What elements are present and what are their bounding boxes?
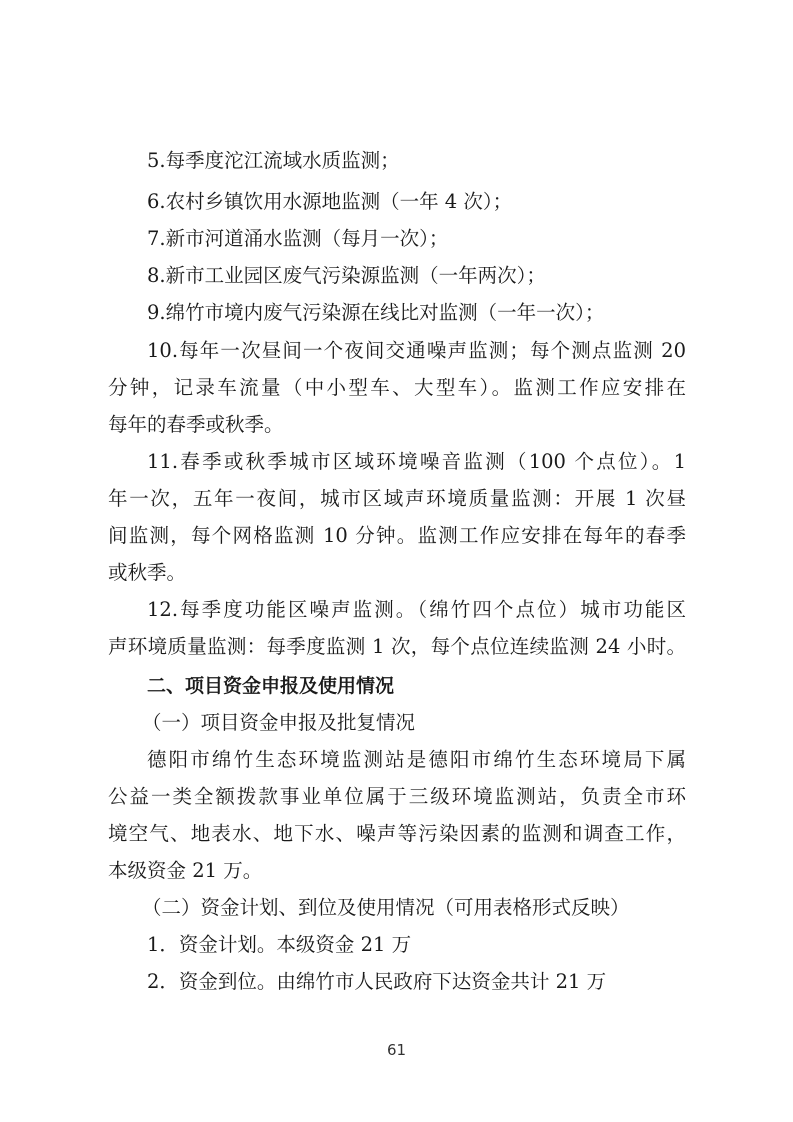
body-paragraph-line-3: 境空气、地表水、地下水、噪声等污染因素的监测和调查工作， (108, 822, 686, 845)
subsection-heading-1: （一）项目资金申报及批复情况 (142, 711, 416, 734)
list-item-7: 7.新市河道涌水监测（每月一次）； (147, 227, 449, 250)
paragraph-11-line-2: 年一次，五年一夜间，城市区域声环境质量监测：开展 1 次昼 (108, 487, 686, 510)
paragraph-11-line-1: 11.春季或秋季城市区域环境噪音监测（100 个点位）。1 (147, 450, 686, 473)
paragraph-10-line-1: 10.每年一次昼间一个夜间交通噪声监测；每个测点监测 20 (147, 339, 686, 362)
list-item-9: 9.绵竹市境内废气污染源在线比对监测（一年一次）； (147, 301, 605, 324)
paragraph-10-line-2: 分钟，记录车流量（中小型车、大型车）。监测工作应安排在 (108, 376, 686, 399)
subsection-heading-2: （二）资金计划、到位及使用情况（可用表格形式反映） (142, 896, 630, 919)
paragraph-12-line-2: 声环境质量监测：每季度监测 1 次，每个点位连续监测 24 小时。 (108, 635, 686, 658)
page-number: 61 (386, 1041, 407, 1059)
body-paragraph-line-2: 公益一类全额拨款事业单位属于三级环境监测站，负责全市环 (108, 785, 686, 808)
paragraph-10-line-3: 每年的春季或秋季。 (108, 413, 284, 436)
list-item-5: 5.每季度沱江流域水质监测； (147, 149, 400, 172)
funding-arrival-item: 2．资金到位。由绵竹市人民政府下达资金共计 21 万 (147, 970, 607, 993)
list-item-8: 8.新市工业园区废气污染源监测（一年两次）； (147, 264, 546, 287)
paragraph-12-line-1: 12.每季度功能区噪声监测。（绵竹四个点位）城市功能区 (147, 598, 686, 621)
list-item-6: 6.农村乡镇饮用水源地监测（一年 4 次）； (147, 190, 513, 213)
paragraph-11-line-3: 间监测，每个网格监测 10 分钟。监测工作应安排在每年的春季 (108, 524, 686, 547)
funding-plan-item: 1．资金计划。本级资金 21 万 (147, 933, 412, 956)
section-heading: 二、项目资金申报及使用情况 (147, 675, 395, 697)
paragraph-11-line-4: 或秋季。 (108, 561, 187, 584)
body-paragraph-line-4: 本级资金 21 万。 (108, 859, 263, 882)
body-paragraph-line-1: 德阳市绵竹生态环境监测站是德阳市绵竹生态环境局下属 (147, 748, 686, 771)
